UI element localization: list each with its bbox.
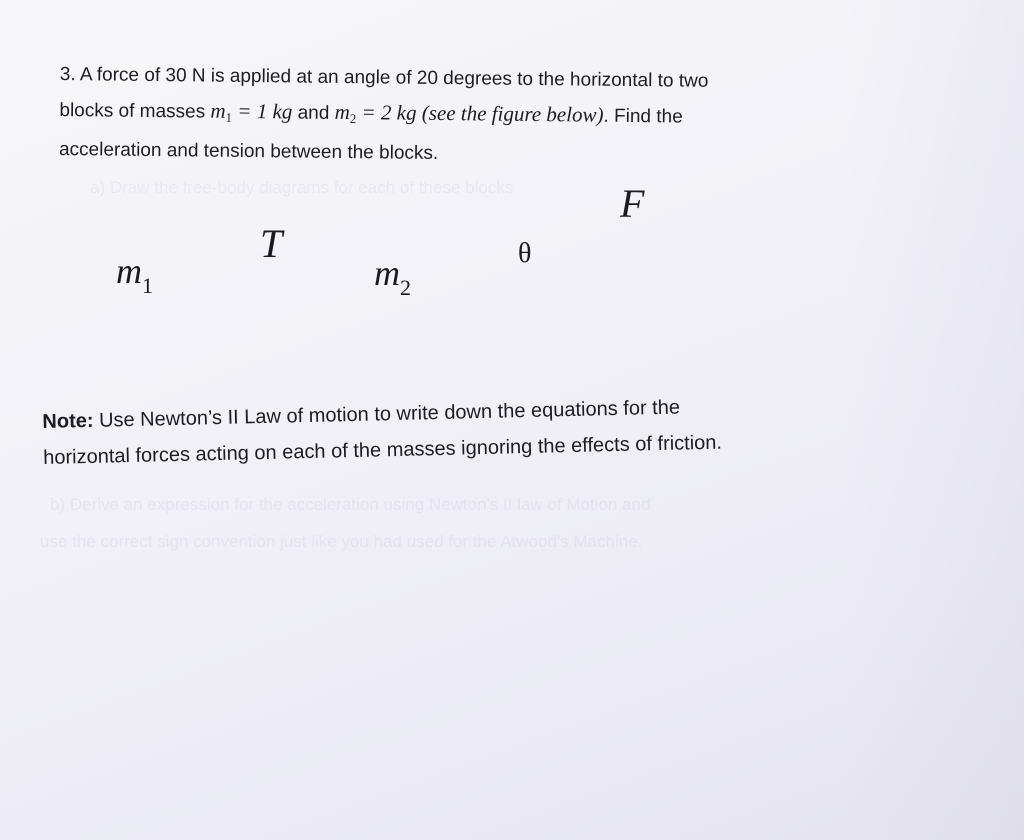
note-line-1: Note: Use Newton’s II Law of motion to write down the equations for the [42, 396, 681, 433]
angle-label: θ [518, 238, 532, 269]
problem-statement [59, 58, 960, 176]
tension-label: T [260, 221, 283, 266]
mass-2-symbol: $m_2$ [334, 99, 357, 127]
note-section [42, 382, 1003, 476]
bleed-through-text: b) Derive an expression for the acceleration using Newton's II law of Motion and [50, 495, 651, 514]
mass-1-symbol: $m_1$ [210, 98, 233, 125]
note-line-2: horizontal forces acting on each of the masses ignoring the effects of friction. [42, 431, 723, 469]
block-mass-2-label: $m_2$ [374, 253, 411, 300]
problem-line-2: blocks of masses $m_1 = 1$ kg and $m_2 = 2$ kg (see the figure below). Find the [59, 98, 683, 128]
bleed-through-text: a) Draw the free-body diagrams for each of these blocks [90, 178, 514, 197]
force-label: F [620, 181, 645, 226]
problem-line-1: 3. A force of 30 N is applied at an angle of 20 degrees to the horizontal to two [59, 63, 709, 92]
mass-2-value: = 2 kg (see the figure below) [356, 100, 604, 127]
note-label: Note: [42, 409, 94, 433]
problem-line-3: acceleration and tension between the blocks. [58, 138, 439, 164]
block-mass-1-label: $m_1$ [116, 251, 153, 298]
bleed-through-text: use the correct sign convention just like you had used for the Atwood's Machine. [40, 532, 643, 551]
mass-1-value: = 1 kg [232, 98, 293, 124]
